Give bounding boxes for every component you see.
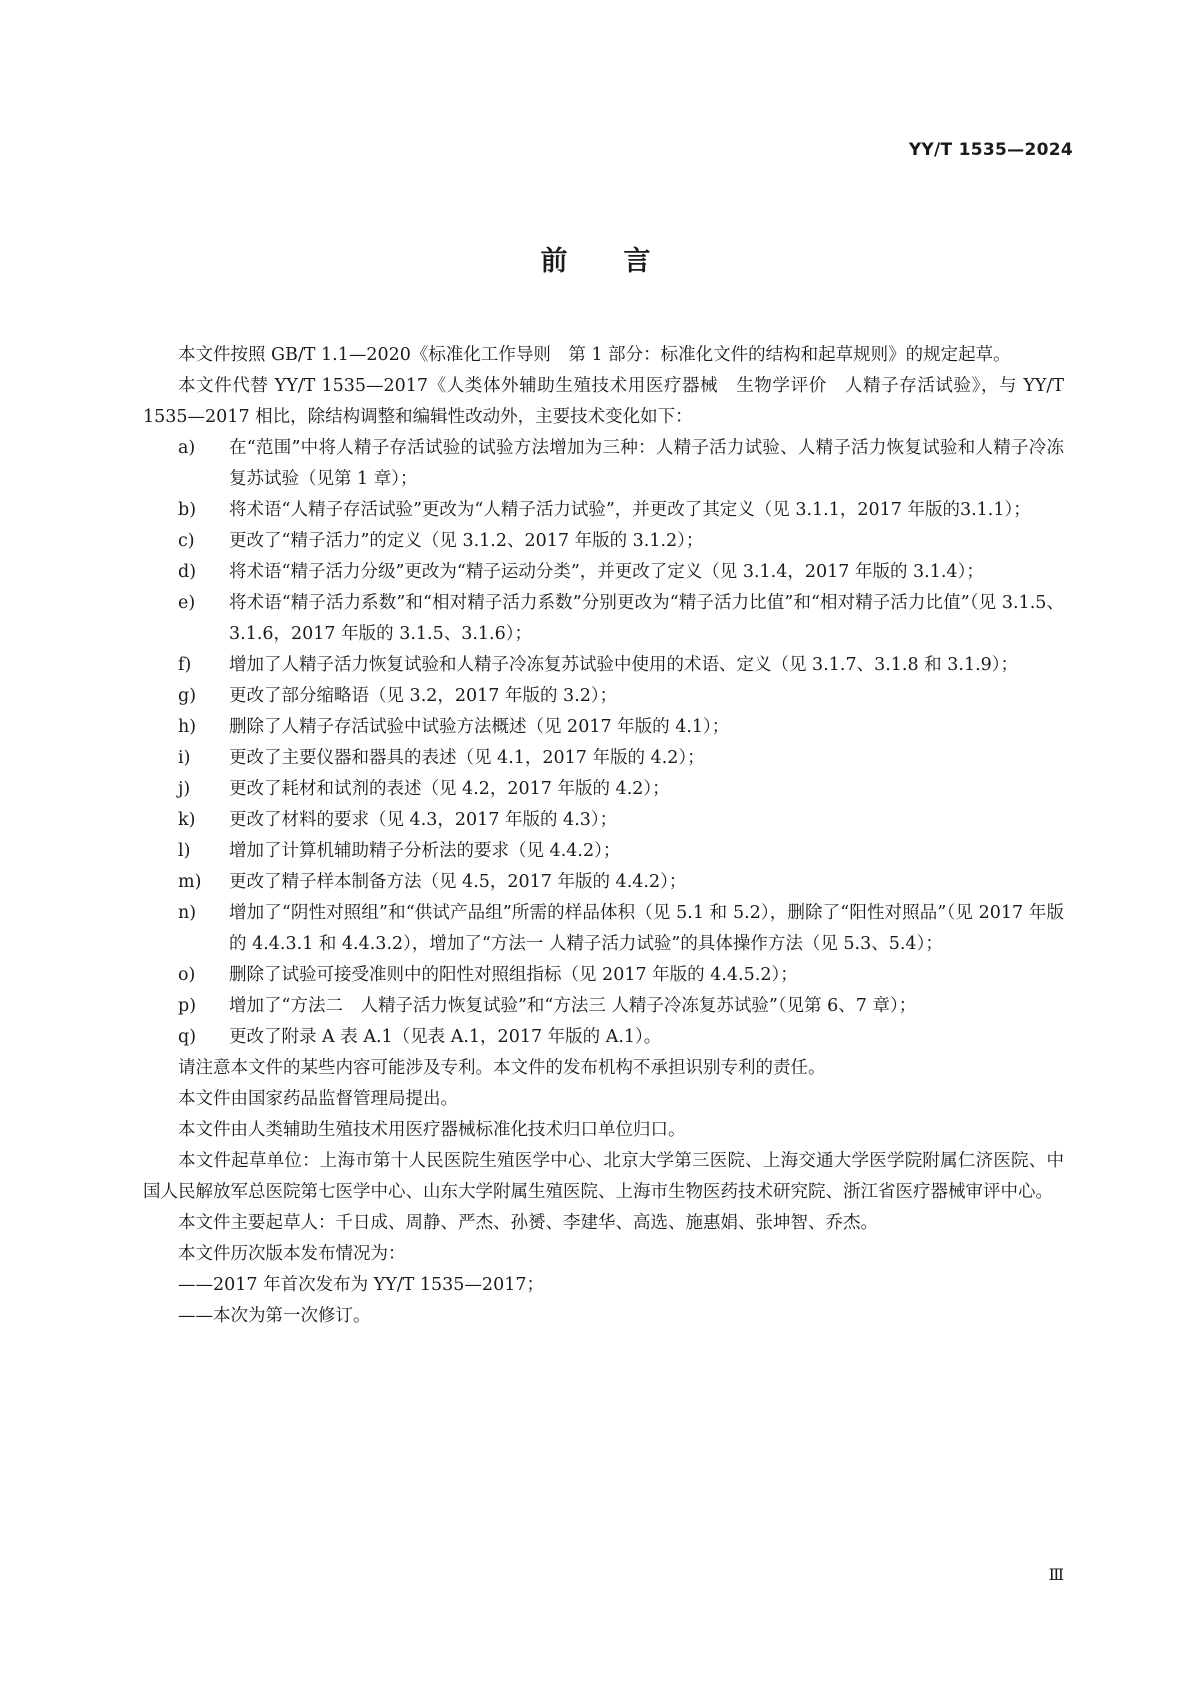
foreword-body: [143, 340, 1064, 1332]
list-item-text: 更改了耗材和试剂的表述（见 4.2，2017 年版的 4.2）；: [229, 779, 670, 799]
list-item: [178, 712, 1064, 743]
intro-paragraph-drafting: 本文件按照 GB/T 1.1—2020《标准化工作导则 第 1 部分：标准化文件的结构和起草规则》的规定起草。: [178, 345, 1011, 365]
list-item-text: 删除了试验可接受准则中的阳性对照组指标（见 2017 年版的 4.4.5.2）；: [229, 965, 798, 985]
list-item-text: 更改了主要仪器和器具的表述（见 4.1，2017 年版的 4.2）；: [229, 748, 705, 768]
list-item-label: i): [178, 748, 191, 768]
history-intro-paragraph: 本文件历次版本发布情况为：: [178, 1244, 406, 1264]
list-item-label: q): [178, 1027, 197, 1047]
list-item-text: 删除了人精子存活试验中试验方法概述（见 2017 年版的 4.1）；: [229, 717, 730, 737]
list-item-text: 增加了计算机辅助精子分析法的要求（见 4.4.2）；: [229, 841, 621, 861]
list-item-label: g): [178, 686, 197, 706]
standard-number: YY/T 1535—2024: [908, 140, 1073, 160]
list-item-label: j): [178, 779, 191, 799]
list-item: [178, 960, 1064, 991]
list-item-label: e): [178, 593, 196, 613]
list-item-text: 更改了精子样本制备方法（见 4.5，2017 年版的 4.4.2）；: [229, 872, 687, 892]
list-item-text: 增加了“方法二 人精子活力恢复试验”和“方法三 人精子冷冻复苏试验”（见第 6、7 章）；: [229, 996, 917, 1016]
list-item: [178, 774, 1064, 805]
list-item-label: n): [178, 903, 197, 923]
list-item: [178, 898, 1064, 960]
history-item: ——2017 年首次发布为 YY/T 1535—2017；: [178, 1275, 544, 1295]
list-item-text: 更改了部分缩略语（见 3.2，2017 年版的 3.2）；: [229, 686, 618, 706]
list-item-label: f): [178, 655, 192, 675]
proposer-paragraph: 本文件由国家药品监督管理局提出。: [178, 1089, 458, 1109]
list-item-text: 增加了“阴性对照组”和“供试产品组”所需的样品体积（见 5.1 和 5.2），删除了“阳性对照品”（见 2017 年版的 4.4.3.1 和 4.4.3.2），增加了“方法一 人精子活力试验”的具体操作方法（见 5.3、5.4）；: [229, 903, 1064, 954]
list-item-label: a): [178, 438, 196, 458]
drafters-paragraph: 本文件主要起草人：千日成、周静、严杰、孙赟、李建华、高选、施惠娟、张坤智、乔杰。: [178, 1213, 878, 1233]
list-item: [178, 681, 1064, 712]
list-item-text: 增加了人精子活力恢复试验和人精子冷冻复苏试验中使用的术语、定义（见 3.1.7、3.1.8 和 3.1.9）；: [229, 655, 1019, 675]
list-item: [178, 1022, 1064, 1053]
list-item-text: 将术语“人精子存活试验”更改为“人精子活力试验”，并更改了其定义（见 3.1.1，2017 年版的3.1.1）；: [229, 500, 1031, 520]
page-title: 前言: [540, 246, 707, 277]
list-item-label: d): [178, 562, 197, 582]
list-item: [178, 526, 1064, 557]
list-item: [178, 588, 1064, 650]
intro-paragraph-replacement: 本文件代替 YY/T 1535—2017《人类体外辅助生殖技术用医疗器械 生物学评价 人精子存活试验》，与 YY/T 1535—2017 相比，除结构调整和编辑性改动外，主要技术变化如下：: [143, 376, 1064, 427]
list-item-text: 在“范围”中将人精子存活试验的试验方法增加为三种：人精子活力试验、人精子活力恢复试验和人精子冷冻复苏试验（见第 1 章）；: [229, 438, 1064, 489]
list-item: [178, 433, 1064, 495]
list-item: [178, 867, 1064, 898]
changes-list: [143, 433, 1064, 1053]
history-item: ——本次为第一次修订。: [178, 1306, 371, 1326]
list-item-text: 更改了“精子活力”的定义（见 3.1.2、2017 年版的 3.1.2）；: [229, 531, 704, 551]
list-item-label: h): [178, 717, 197, 737]
list-item: [178, 805, 1064, 836]
list-item: [178, 557, 1064, 588]
list-item-text: 将术语“精子活力分级”更改为“精子运动分类”，并更改了定义（见 3.1.4，2017 年版的 3.1.4）；: [229, 562, 984, 582]
list-item-label: k): [178, 810, 196, 830]
list-item-label: o): [178, 965, 196, 985]
list-item: [178, 495, 1064, 526]
list-item-label: m): [178, 872, 202, 892]
list-item: [178, 743, 1064, 774]
list-item-text: 更改了附录 A 表 A.1（见表 A.1，2017 年版的 A.1）。: [229, 1027, 662, 1047]
list-item-label: l): [178, 841, 191, 861]
list-item-text: 将术语“精子活力系数”和“相对精子活力系数”分别更改为“精子活力比值”和“相对精子活力比值”（见 3.1.5、3.1.6，2017 年版的 3.1.5、3.1.6）；: [229, 593, 1064, 644]
list-item-label: p): [178, 996, 197, 1016]
list-item-label: b): [178, 500, 197, 520]
list-item: [178, 836, 1064, 867]
list-item: [178, 991, 1064, 1022]
list-item-label: c): [178, 531, 195, 551]
page-number: Ⅲ: [1048, 1565, 1063, 1584]
patent-notice: 请注意本文件的某些内容可能涉及专利。本文件的发布机构不承担识别专利的责任。: [178, 1058, 826, 1078]
drafting-units-paragraph: 本文件起草单位：上海市第十人民医院生殖医学中心、北京大学第三医院、上海交通大学医学院附属仁济医院、中国人民解放军总医院第七医学中心、山东大学附属生殖医院、上海市生物医药技术研究院、浙江省医疗器械审评中心。: [143, 1151, 1064, 1202]
list-item: [178, 650, 1064, 681]
centralized-unit-paragraph: 本文件由人类辅助生殖技术用医疗器械标准化技术归口单位归口。: [178, 1120, 686, 1140]
list-item-text: 更改了材料的要求（见 4.3，2017 年版的 4.3）；: [229, 810, 618, 830]
